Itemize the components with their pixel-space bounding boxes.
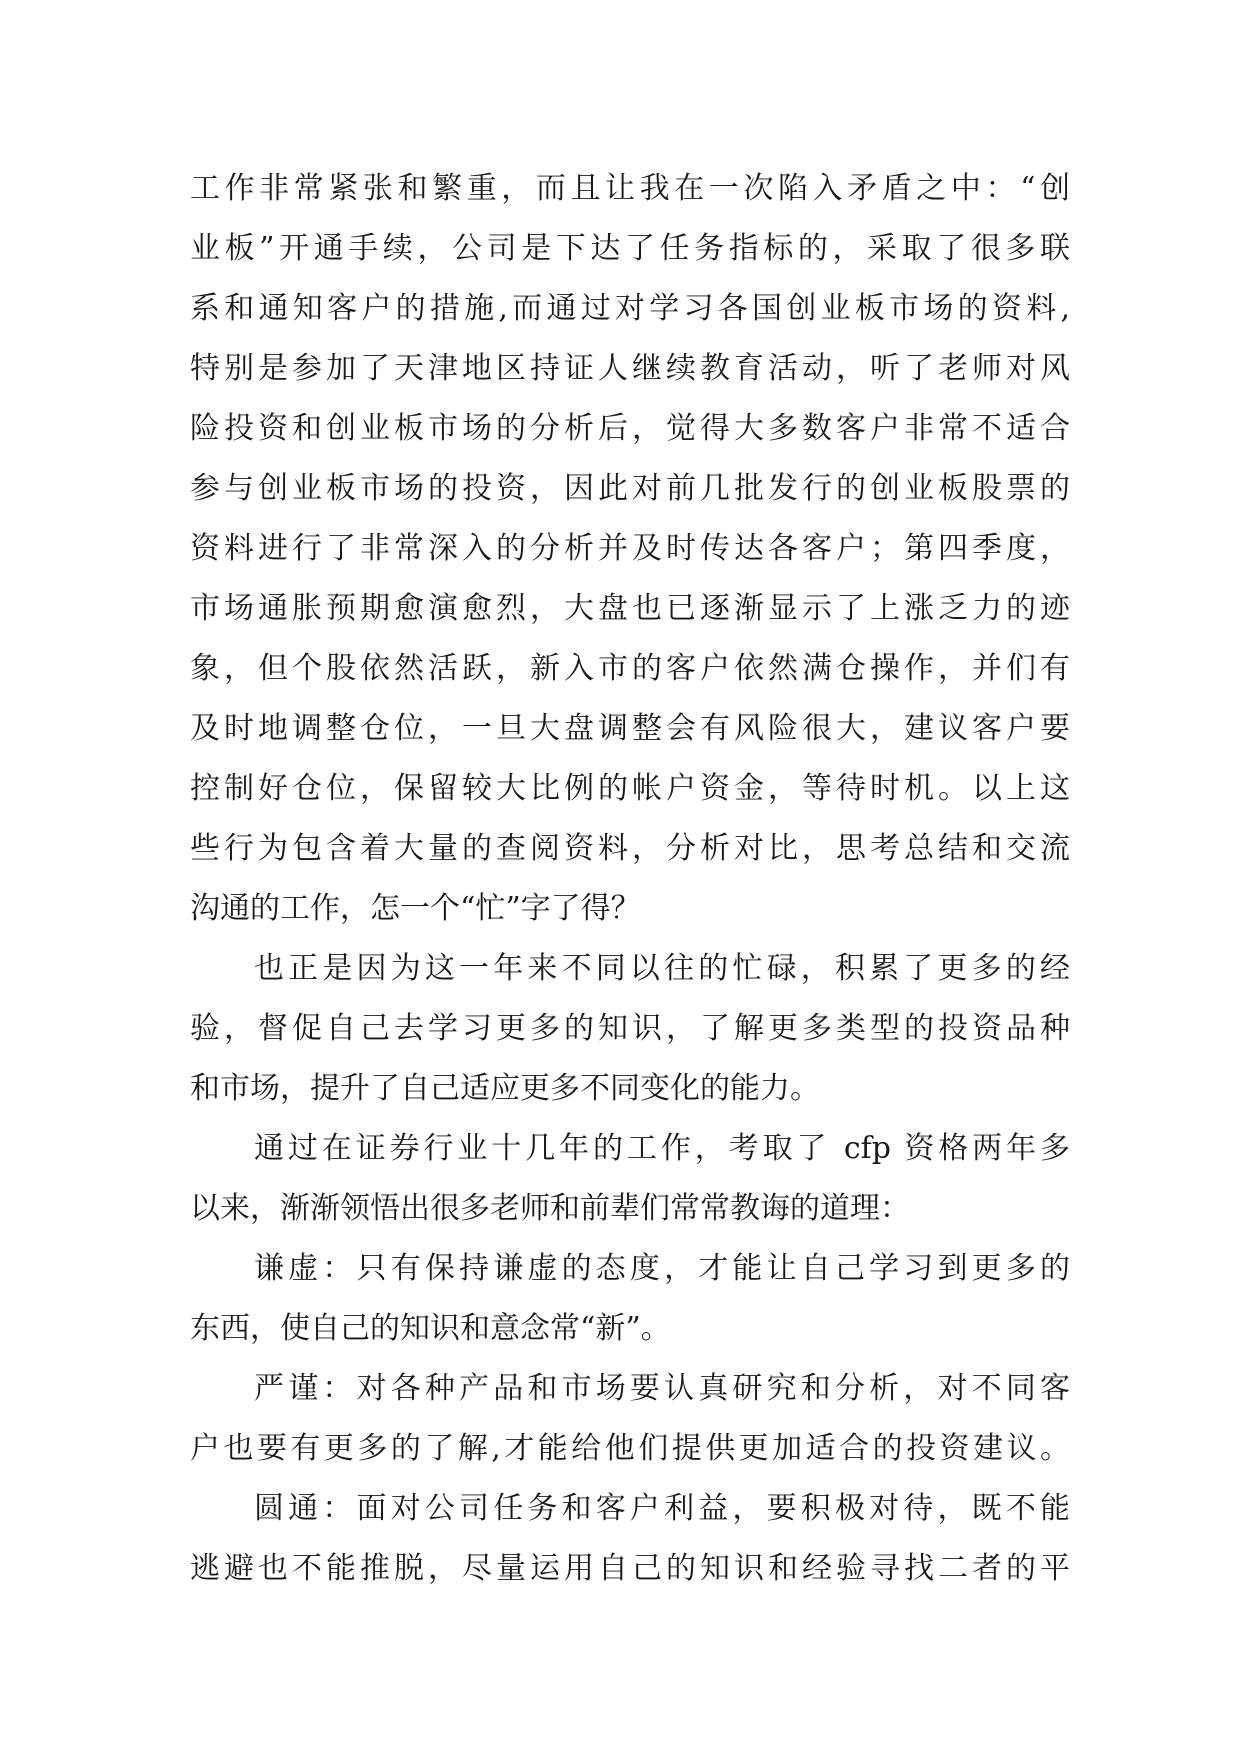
text-line: 特别是参加了天津地区持证人继续教育活动，听了老师对风	[190, 351, 1070, 386]
text-line: 市场通胀预期愈演愈烈，大盘也已逐渐显示了上涨乏力的迹	[190, 591, 1070, 626]
text-line: 谦虚：只有保持谦虚的态度，才能让自己学习到更多的	[254, 1251, 1070, 1286]
text-line: 通过在证券行业十几年的工作，考取了 cfp 资格两年多	[254, 1131, 1070, 1166]
text-line: 沟通的工作，怎一个“忙”字了得？	[190, 891, 641, 926]
text-line: 险投资和创业板市场的分析后，觉得大多数客户非常不适合	[190, 411, 1070, 446]
text-line: 资料进行了非常深入的分析并及时传达各客户；第四季度，	[190, 531, 1070, 566]
text-line: 些行为包含着大量的查阅资料，分析对比，思考总结和交流	[190, 831, 1070, 866]
text-line: 圆通：面对公司任务和客户利益，要积极对待，既不能	[254, 1491, 1070, 1526]
text-line: 系和通知客户的措施,而通过对学习各国创业板市场的资料,	[190, 291, 1070, 326]
text-line: 户也要有更多的了解,才能给他们提供更加适合的投资建议。	[190, 1431, 1070, 1466]
text-line: 严谨：对各种产品和市场要认真研究和分析，对不同客	[254, 1371, 1070, 1406]
body-text	[190, 159, 1070, 1599]
text-line: 验，督促自己去学习更多的知识，了解更多类型的投资品种	[190, 1011, 1070, 1046]
text-line: 东西，使自己的知识和意念常“新”。	[190, 1311, 671, 1346]
text-line: 及时地调整仓位，一旦大盘调整会有风险很大，建议客户要	[190, 711, 1070, 746]
text-line: 参与创业板市场的投资，因此对前几批发行的创业板股票的	[190, 471, 1070, 506]
text-line: 控制好仓位，保留较大比例的帐户资金，等待时机。以上这	[190, 771, 1070, 806]
text-line: 和市场，提升了自己适应更多不同变化的能力。	[190, 1071, 820, 1106]
text-line: 象，但个股依然活跃，新入市的客户依然满仓操作，并们有	[190, 651, 1070, 686]
text-line: 也正是因为这一年来不同以往的忙碌，积累了更多的经	[254, 951, 1070, 986]
text-line: 以来，渐渐领悟出很多老师和前辈们常常教诲的道理：	[190, 1191, 910, 1226]
text-line: 工作非常紧张和繁重，而且让我在一次陷入矛盾之中：“创	[190, 171, 1070, 206]
text-line: 逃避也不能推脱，尽量运用自己的知识和经验寻找二者的平	[190, 1551, 1070, 1586]
text-line: 业板”开通手续，公司是下达了任务指标的，采取了很多联	[190, 231, 1070, 266]
